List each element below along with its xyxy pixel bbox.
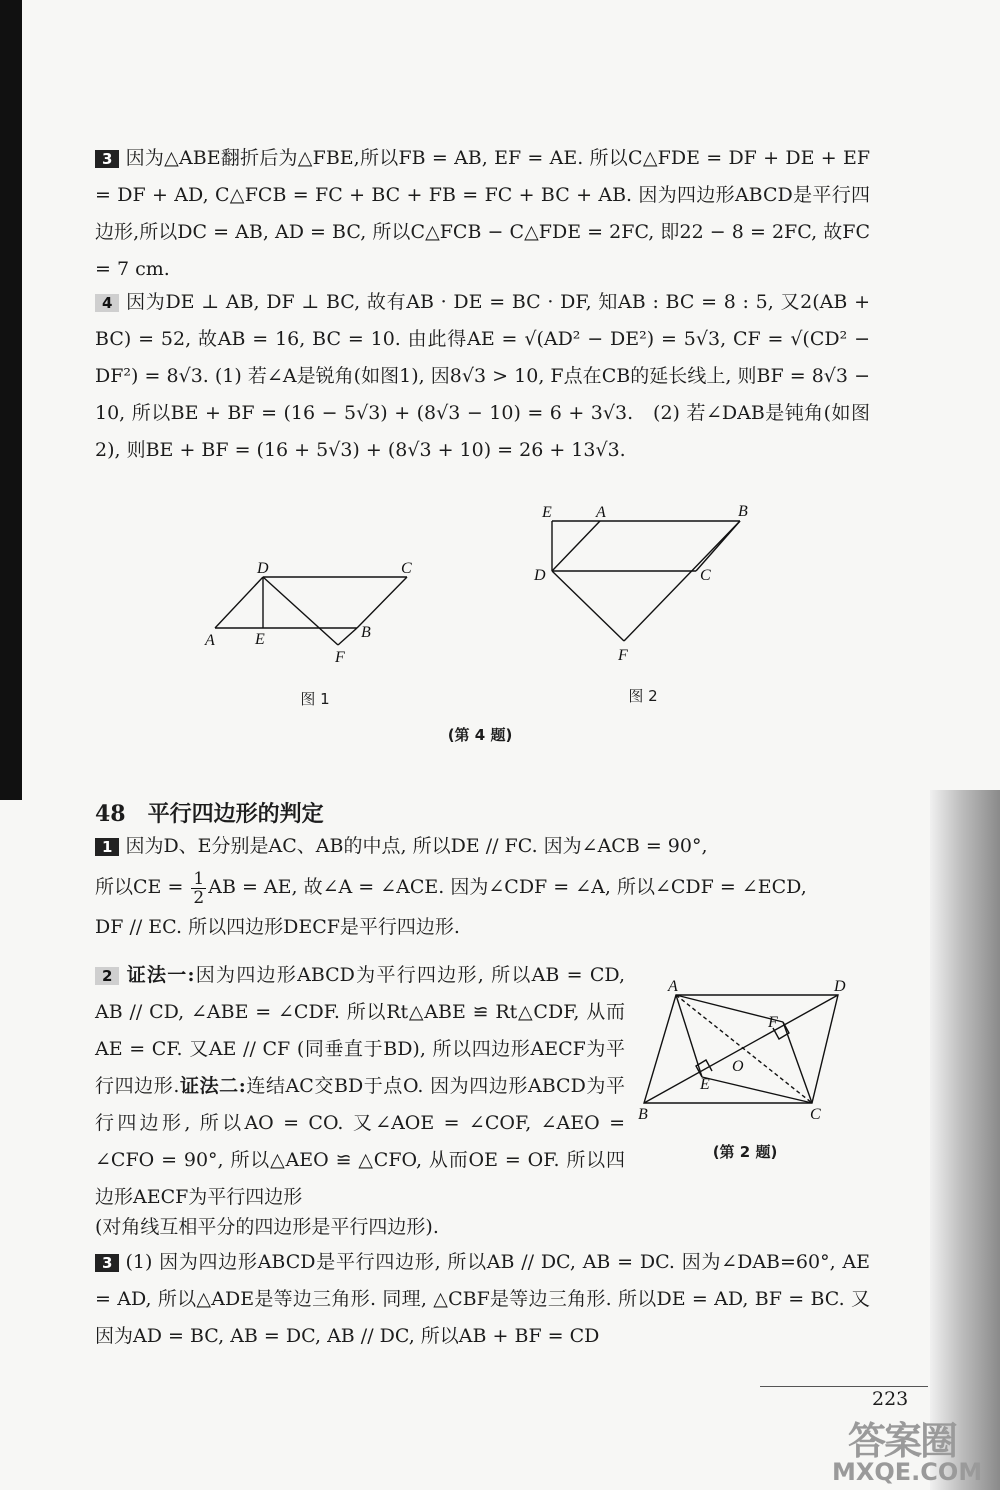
segment-af xyxy=(676,995,783,1022)
point-label-e: E xyxy=(255,631,265,648)
section-question-2 xyxy=(95,957,625,1216)
figure-1-diagram xyxy=(195,555,435,670)
method-2-text: 连结AC交BD于点O. 因为四边形ABCD为平行四边形, 所以AO = CO. 又∠AOE = ∠COF, ∠AEO = ∠CFO = 90°, 所以△AEO ≌ △CFO, 从而OE = OF. 所以四边形AECF为平行四边形 xyxy=(95,1075,626,1208)
question-4-figure-caption: (第 4 题) xyxy=(447,726,513,744)
point-label-c: C xyxy=(401,560,412,577)
point-label-b: B xyxy=(738,503,748,520)
right-angle-e xyxy=(696,1060,712,1077)
footer-rule xyxy=(760,1386,928,1387)
page-shadow-edge xyxy=(930,790,1000,1490)
method-1-text: 因为四边形ABCD为平行四边形, 所以AB = CD, AB // CD, ∠ABE = ∠CDF. 所以Rt△ABE ≌ Rt△CDF, 从而AE = CF. 又AE // CF (同垂直于BD), 所以四边形AECF为平行四边形. xyxy=(95,964,625,1097)
segment-df xyxy=(552,571,624,641)
point-label-e: E xyxy=(700,1076,710,1093)
section-heading xyxy=(95,797,346,828)
figure-2-diagram xyxy=(528,498,768,668)
q1-line-1 xyxy=(95,828,870,865)
section-number: 48 xyxy=(95,801,126,827)
point-label-f: F xyxy=(768,1014,778,1031)
point-label-d: D xyxy=(534,567,546,584)
q1-line-2-post: AB = AE, 故∠A = ∠ACE. 因为∠CDF = ∠A, 所以∠CDF = ∠ECD, xyxy=(208,876,807,898)
section-question-1 xyxy=(95,828,870,946)
fraction-numerator: 1 xyxy=(193,868,205,889)
q1-line-1-text: 因为D、E分别是AC、AB的中点, 所以DE // FC. 因为∠ACB = 90°, xyxy=(125,835,708,857)
point-label-a: A xyxy=(205,632,215,649)
section-question-3 xyxy=(95,1244,870,1355)
point-label-b: B xyxy=(638,1106,648,1123)
point-label-f: F xyxy=(335,649,345,666)
prev-question-3 xyxy=(95,140,870,288)
q1-line-3: DF // EC. 所以四边形DECF是平行四边形. xyxy=(95,916,460,938)
point-label-a: A xyxy=(668,978,678,995)
point-label-e: E xyxy=(542,504,552,521)
question-number-badge: 3 xyxy=(95,1254,119,1272)
figure-2-caption: 图 2 xyxy=(628,687,658,705)
question-number-badge: 2 xyxy=(95,967,119,985)
watermark-url: MXQE.COM xyxy=(832,1458,983,1486)
question-number-badge: 1 xyxy=(95,838,119,856)
fraction-denominator: 2 xyxy=(193,887,205,908)
segment-cb xyxy=(357,577,407,628)
point-label-d: D xyxy=(834,978,846,995)
point-label-o: O xyxy=(732,1058,744,1075)
point-label-a: A xyxy=(596,504,606,521)
prev-question-4 xyxy=(95,284,870,469)
segment-ad xyxy=(215,577,263,628)
point-label-c: C xyxy=(810,1106,821,1123)
watermark-logo-text: 答案圈 xyxy=(848,1418,957,1463)
segment-bf xyxy=(624,521,740,641)
segment-ad xyxy=(552,521,600,571)
segment-bf xyxy=(338,628,357,645)
question-number-badge: 3 xyxy=(95,150,119,168)
point-label-d: D xyxy=(257,560,269,577)
question-2-figure-caption: (第 2 题) xyxy=(712,1143,778,1161)
fraction-one-half xyxy=(191,870,206,907)
question-number-badge: 4 xyxy=(95,294,119,312)
segment-ce xyxy=(702,1077,812,1103)
method-1-label: 证法一: xyxy=(125,964,195,986)
page-number: 223 xyxy=(872,1388,909,1410)
point-label-c: C xyxy=(700,567,711,584)
question-text: 因为DE ⊥ AB, DF ⊥ BC, 故有AB · DE = BC · DF, 知AB : BC = 8 : 5, 又2(AB + BC) = 52, 故AB = 16, BC = 10. 由此得AE = √(AD² − DE²) = 5√3, CF = √(CD² − DF²) = 8√3. (1) 若∠A是锐角(如图1), 因8√3 > 10, F点在CB的延长线上, 则BF = 8√3 − 10, 所以BE + BF = (16 − 5√3) + (8√3 − 10) = 6 + 3√3. (2) 若∠DAB是钝角(如图2), 则BE + BF = (16 + 5√3) + (8√3 + 10) = 26 + 13√3. xyxy=(95,291,870,461)
question-2-tail: (对角线互相平分的四边形是平行四边形). xyxy=(95,1216,439,1238)
q1-line-2-pre: 所以CE = xyxy=(95,876,190,898)
figure-1-caption: 图 1 xyxy=(300,690,330,708)
section-title: 平行四边形的判定 xyxy=(147,801,324,827)
question-2-diagram xyxy=(630,975,860,1125)
question-text: 因为△ABE翻折后为△FBE,所以FB = AB, EF = AE. 所以C△FDE = DF + DE + EF = DF + AD, C△FCB = FC + BC + FB = FC + BC + AB. 因为四边形ABCD是平行四边形,所以DC = AB, AD = BC, 所以C△FCB − C△FDE = 2FC, 即22 − 8 = 2FC, 故FC = 7 cm. xyxy=(95,147,870,280)
page-binding-edge xyxy=(0,0,22,800)
point-label-f: F xyxy=(618,647,628,664)
question-text: (1) 因为四边形ABCD是平行四边形, 所以AB // DC, AB = DC. 因为∠DAB=60°, AE = AD, 所以△ADE是等边三角形. 同理, △CBF是等边三角形. 所以DE = AD, BF = BC. 又因为AD = BC, AB = DC, AB // DC, 所以AB + BF = CD xyxy=(95,1251,870,1347)
segment-df xyxy=(263,577,338,645)
point-label-b: B xyxy=(361,624,371,641)
method-2-label: 证法二: xyxy=(179,1075,246,1097)
q1-line-2 xyxy=(95,865,870,909)
